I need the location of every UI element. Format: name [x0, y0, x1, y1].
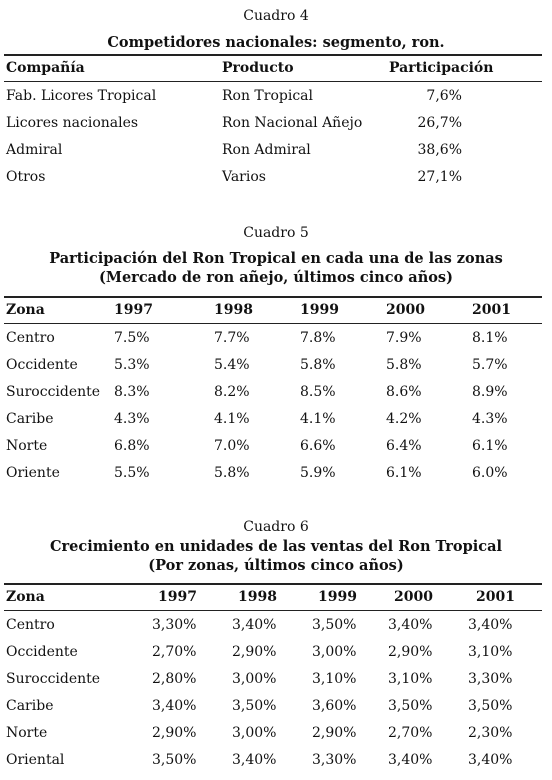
table-row [4, 378, 542, 405]
header-2000: 2000 [386, 302, 425, 318]
cell-value: 5.8% [214, 465, 250, 481]
cell-zona: Norte [6, 725, 48, 741]
cell-value: 7.8% [300, 330, 336, 346]
table-row [4, 136, 542, 163]
cell-participacion: 27,1% [417, 169, 462, 185]
cell-zona: Occidente [6, 357, 78, 373]
cuadro-4 [0, 6, 552, 190]
cell-zona: Occidente [6, 644, 78, 660]
cell-producto: Ron Nacional Añejo [222, 115, 363, 131]
cell-value: 2,70% [152, 644, 197, 660]
cell-compania: Licores nacionales [6, 115, 139, 131]
cuadro-5-title-line-1: Participación del Ron Tropical en cada una de las zonas [49, 250, 503, 267]
cell-value: 3,40% [468, 752, 513, 768]
cell-value: 3,40% [152, 698, 197, 714]
cuadro-5-title-line-2: (Mercado de ron añejo, últimos cinco años) [99, 269, 453, 286]
cell-value: 5.3% [114, 357, 150, 373]
cell-value: 2,90% [232, 644, 277, 660]
cell-value: 3,30% [468, 671, 513, 687]
header-compania: Compañía [6, 60, 85, 76]
cell-producto: Varios [222, 169, 266, 185]
cell-value: 5.7% [472, 357, 508, 373]
cell-compania: Admiral [6, 142, 63, 158]
header-1997: 1997 [114, 302, 153, 318]
cell-zona: Centro [6, 617, 55, 633]
cell-value: 4.2% [386, 411, 422, 427]
table-row [4, 719, 542, 746]
cell-value: 8.3% [114, 384, 150, 400]
cuadro-5-table [4, 298, 542, 486]
cell-value: 4.3% [472, 411, 508, 427]
header-1998: 1998 [238, 589, 277, 605]
cell-participacion: 26,7% [417, 115, 462, 131]
cell-value: 8.5% [300, 384, 336, 400]
cell-value: 3,50% [468, 698, 513, 714]
cell-producto: Ron Tropical [222, 88, 313, 104]
cell-value: 2,70% [388, 725, 433, 741]
cell-value: 8.9% [472, 384, 508, 400]
table-header-row [4, 585, 542, 610]
cell-value: 3,00% [312, 644, 357, 660]
table-row [4, 746, 542, 773]
cuadro-5-caption: Cuadro 5 [243, 225, 309, 241]
cell-value: 2,90% [152, 725, 197, 741]
header-1998: 1998 [214, 302, 253, 318]
cuadro-6-table [4, 585, 542, 773]
cell-value: 6.1% [386, 465, 422, 481]
cell-value: 3,30% [312, 752, 357, 768]
cell-participacion: 38,6% [417, 142, 462, 158]
header-participacion: Participación [389, 60, 494, 76]
cell-value: 3,40% [388, 752, 433, 768]
table-row [4, 432, 542, 459]
cell-participacion: 7,6% [426, 88, 462, 104]
cell-value: 3,30% [152, 617, 197, 633]
cell-zona: Centro [6, 330, 55, 346]
table-row [4, 459, 542, 486]
cell-value: 4.3% [114, 411, 150, 427]
header-2001: 2001 [476, 589, 515, 605]
header-1999: 1999 [300, 302, 339, 318]
cell-value: 3,10% [312, 671, 357, 687]
cell-producto: Ron Admiral [222, 142, 311, 158]
cell-value: 6.8% [114, 438, 150, 454]
cell-zona: Oriental [6, 752, 65, 768]
table-row [4, 665, 542, 692]
cell-value: 5.9% [300, 465, 336, 481]
cell-value: 6.1% [472, 438, 508, 454]
cuadro-6 [0, 517, 552, 773]
cell-value: 6.0% [472, 465, 508, 481]
header-2001: 2001 [472, 302, 511, 318]
header-1999: 1999 [318, 589, 357, 605]
header-zona: Zona [6, 589, 45, 605]
cell-compania: Otros [6, 169, 46, 185]
cell-value: 3,50% [388, 698, 433, 714]
table-row [4, 82, 542, 109]
cell-value: 3,50% [312, 617, 357, 633]
cuadro-6-title-line-1: Crecimiento en unidades de las ventas del Ron Tropical [50, 538, 502, 555]
table-header-row [4, 56, 542, 81]
header-zona: Zona [6, 302, 45, 318]
cell-value: 4.1% [300, 411, 336, 427]
cuadro-4-caption: Cuadro 4 [243, 8, 309, 24]
cell-value: 7.5% [114, 330, 150, 346]
cell-value: 2,90% [388, 644, 433, 660]
cuadro-4-title: Competidores nacionales: segmento, ron. [107, 34, 445, 51]
cell-value: 4.1% [214, 411, 250, 427]
table-row [4, 324, 542, 351]
cell-value: 2,80% [152, 671, 197, 687]
cell-zona: Caribe [6, 698, 54, 714]
cell-value: 3,40% [468, 617, 513, 633]
table-row [4, 611, 542, 638]
cell-value: 8.1% [472, 330, 508, 346]
cuadro-6-caption: Cuadro 6 [243, 519, 309, 535]
cell-zona: Suroccidente [6, 671, 101, 687]
cell-value: 2,30% [468, 725, 513, 741]
cell-compania: Fab. Licores Tropical [6, 88, 157, 104]
cell-value: 8.6% [386, 384, 422, 400]
cuadro-5 [0, 223, 552, 486]
cell-value: 7.7% [214, 330, 250, 346]
header-producto: Producto [222, 60, 294, 76]
table-row [4, 405, 542, 432]
header-1997: 1997 [158, 589, 197, 605]
cell-value: 3,00% [232, 725, 277, 741]
cell-value: 3,10% [468, 644, 513, 660]
cell-value: 5.4% [214, 357, 250, 373]
table-header-row [4, 298, 542, 323]
cell-value: 3,40% [388, 617, 433, 633]
cell-zona: Norte [6, 438, 48, 454]
cell-value: 7.0% [214, 438, 250, 454]
cell-value: 3,60% [312, 698, 357, 714]
cell-value: 3,40% [232, 617, 277, 633]
cell-value: 2,90% [312, 725, 357, 741]
cell-zona: Caribe [6, 411, 54, 427]
cell-value: 5.8% [386, 357, 422, 373]
cell-value: 5.5% [114, 465, 150, 481]
header-2000: 2000 [394, 589, 433, 605]
cell-zona: Suroccidente [6, 384, 101, 400]
cell-value: 5.8% [300, 357, 336, 373]
cell-value: 3,00% [232, 671, 277, 687]
table-row [4, 163, 542, 190]
table-row [4, 351, 542, 378]
cell-value: 3,50% [232, 698, 277, 714]
table-row [4, 692, 542, 719]
cell-value: 3,40% [232, 752, 277, 768]
cuadro-4-table [4, 56, 542, 190]
cell-zona: Oriente [6, 465, 60, 481]
cell-value: 8.2% [214, 384, 250, 400]
cell-value: 6.6% [300, 438, 336, 454]
table-row [4, 109, 542, 136]
cuadro-6-title-line-2: (Por zonas, últimos cinco años) [148, 557, 404, 574]
table-row [4, 638, 542, 665]
cell-value: 3,10% [388, 671, 433, 687]
cell-value: 6.4% [386, 438, 422, 454]
cell-value: 3,50% [152, 752, 197, 768]
cell-value: 7.9% [386, 330, 422, 346]
